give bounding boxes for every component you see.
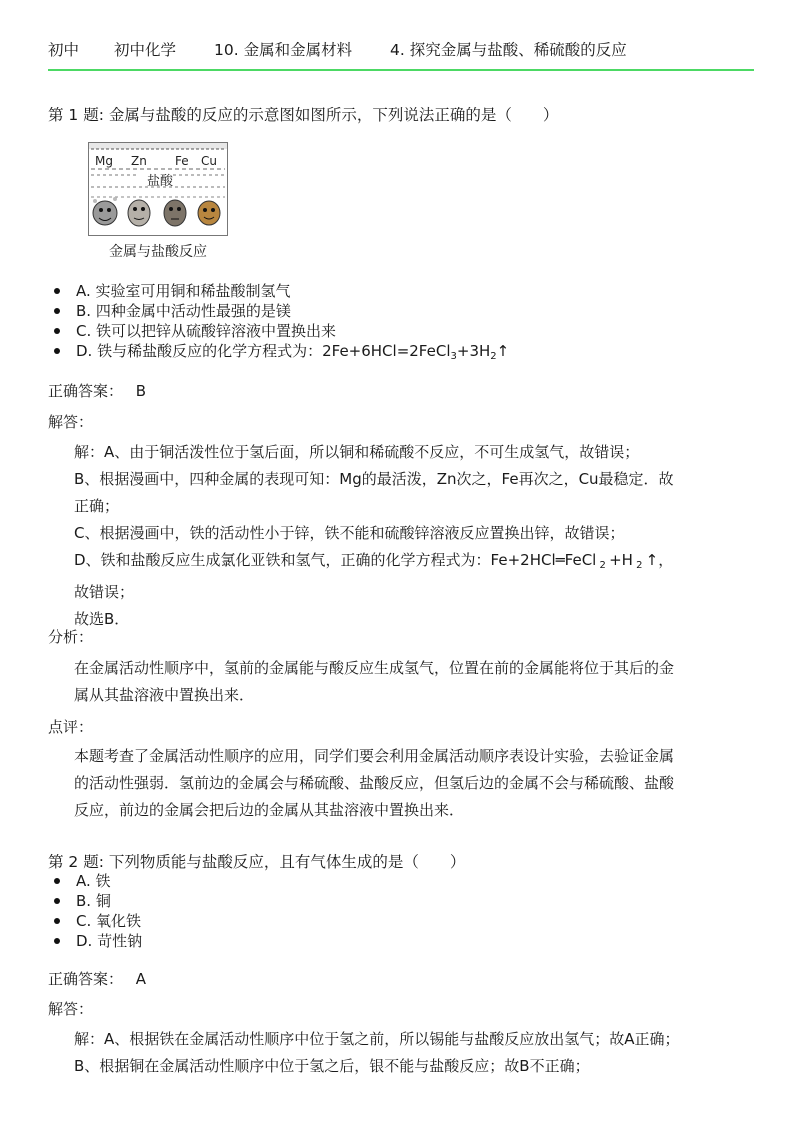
- comment-line: 本题考查了金属活动性顺序的应用，同学们要会利用金属活动顺序表设计实验，去验证金属: [74, 747, 675, 765]
- q1-option-d[interactable]: D. 铁与稀盐酸反应的化学方程式为：$2Fe+6HCl=2FeCl_3+3H_2↑$: [76, 342, 510, 362]
- q2-solution: [74, 1026, 750, 1080]
- solution-line-d: D、铁和盐酸反应生成氯化亚铁和氢气，正确的化学方程式为：Fe+2HCl═FeCl $_2$ +H $_2$ ↑，: [74, 551, 674, 571]
- question-2-title: 第 2 题: 下列物质能与盐酸反应，且有气体生成的是（ ）: [48, 853, 466, 871]
- question-1-figure: [88, 142, 228, 264]
- metal-acid-cartoon: [89, 143, 227, 235]
- reaction-illustration: [88, 142, 228, 236]
- breadcrumb-level[interactable]: 初中: [48, 41, 80, 59]
- metal-label-zn: Zn: [131, 154, 147, 168]
- q2-option-a[interactable]: A. 铁: [76, 871, 142, 891]
- q1-option-a[interactable]: A. 实验室可用铜和稀盐酸制氢气: [76, 281, 509, 301]
- breadcrumb-section[interactable]: 4. 探究金属与盐酸、稀硫酸的反应: [390, 41, 627, 59]
- comment-line: 反应，前边的金属会把后边的金属从其盐溶液中置换出来．: [74, 801, 465, 819]
- q1-comment-label: 点评：: [48, 718, 94, 736]
- answer-value: B: [135, 382, 147, 400]
- q2-option-d[interactable]: D. 苛性钠: [76, 932, 143, 950]
- q1-solution-label: 解答：: [48, 413, 94, 431]
- breadcrumb-subject[interactable]: 初中化学: [114, 41, 177, 59]
- breadcrumb-chapter[interactable]: 10. 金属和金属材料: [214, 41, 353, 59]
- fe-character-icon: [164, 200, 186, 226]
- question-2-options: [76, 871, 142, 951]
- q1-solution: [74, 439, 750, 633]
- solution-line: 解：A、根据铁在金属活动性顺序中位于氢之前，所以锡能与盐酸反应放出氢气；故A正确；: [74, 1030, 680, 1048]
- q2-answer-row: [48, 968, 146, 989]
- answer-value: A: [135, 970, 147, 988]
- cu-character-icon: [198, 201, 220, 225]
- mg-character-icon: [93, 197, 117, 225]
- solution-line: B、根据铜在金属活动性顺序中位于氢之后，银不能与盐酸反应；故B不正确；: [74, 1057, 590, 1075]
- q1-option-b[interactable]: B. 四种金属中活动性最强的是镁: [76, 301, 509, 321]
- figure-caption: 金属与盐酸反应: [109, 244, 207, 260]
- analysis-line: 属从其盐溶液中置换出来．: [74, 686, 255, 704]
- q1-analysis-label: 分析：: [48, 628, 94, 646]
- acid-label: 盐酸: [147, 174, 174, 189]
- q2-option-c[interactable]: C. 氧化铁: [76, 912, 142, 930]
- comment-line: 的活动性强弱．氢前边的金属会与稀硫酸、盐酸反应，但氢后边的金属不会与稀硫酸、盐酸: [74, 774, 675, 792]
- q1-answer-row: [48, 380, 146, 401]
- q2-option-b[interactable]: B. 铜: [76, 891, 142, 911]
- q2-solution-label: 解答：: [48, 1000, 94, 1018]
- solution-line: 故选B．: [74, 610, 130, 628]
- solution-line: 解：A、由于铜活泼性位于氢后面，所以铜和稀硫酸不反应，不可生成氢气，故错误；: [74, 443, 640, 461]
- answer-label: 正确答案：: [48, 382, 124, 400]
- solution-line: B、根据漫画中，四种金属的表现可知：Mg的最活泼，Zn次之，Fe再次之，Cu最稳定．故: [74, 470, 674, 488]
- solution-line: 正确；: [74, 497, 120, 515]
- metal-label-fe: Fe: [175, 154, 189, 168]
- metal-label-cu: Cu: [201, 154, 217, 168]
- question-1-title: 第 1 题: 金属与盐酸的反应的示意图如图所示，下列说法正确的是（ ）: [48, 106, 559, 124]
- header-divider: [48, 69, 754, 71]
- solution-line: C、根据漫画中，铁的活动性小于锌，铁不能和硫酸锌溶液反应置换出锌，故错误；: [74, 524, 625, 542]
- metal-label-mg: Mg: [95, 154, 113, 168]
- solution-line: 故错误；: [74, 583, 135, 601]
- question-1-options: [76, 281, 509, 361]
- analysis-line: 在金属活动性顺序中，氢前的金属能与酸反应生成氢气，位置在前的金属能将位于其后的金: [74, 659, 675, 677]
- zn-character-icon: [128, 200, 150, 226]
- q1-analysis: [74, 655, 750, 709]
- answer-label: 正确答案：: [48, 970, 124, 988]
- q1-comment: [74, 743, 750, 824]
- q1-option-c[interactable]: C. 铁可以把锌从硫酸锌溶液中置换出来: [76, 321, 509, 341]
